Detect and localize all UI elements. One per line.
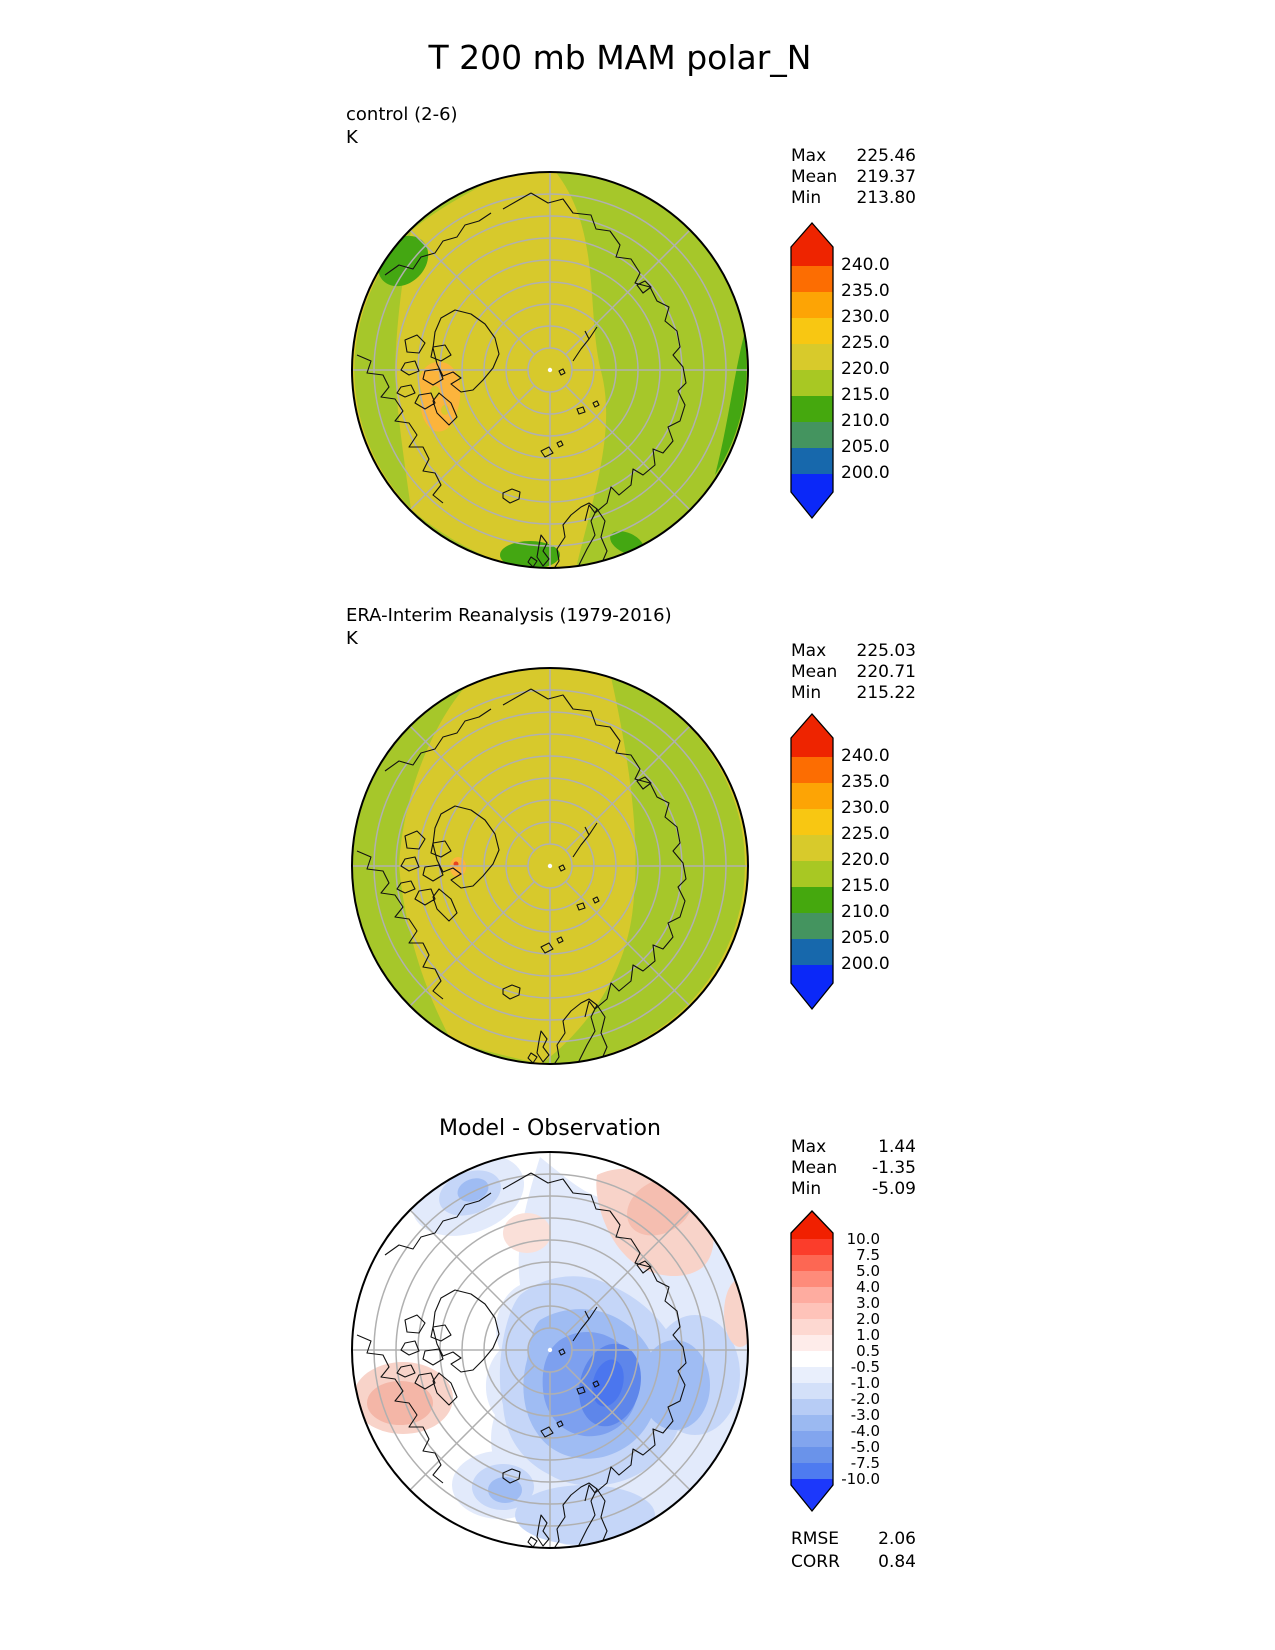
colorbar-tick: 7.5 — [856, 1246, 880, 1264]
panel-control-units: K — [346, 127, 358, 148]
stat-value: 215.22 — [856, 683, 916, 703]
stat-row-reference — [791, 641, 916, 661]
colorbar-tick: 215.0 — [841, 385, 890, 405]
colorbar-tick: 10.0 — [846, 1230, 880, 1248]
map-control — [345, 165, 755, 575]
stat-row-control — [791, 188, 916, 208]
stat-row-control — [791, 167, 916, 187]
stat-value: 1.44 — [878, 1137, 916, 1157]
stat-value: -5.09 — [872, 1179, 916, 1199]
colorbar-tick: 235.0 — [841, 772, 890, 792]
stat-value: 213.80 — [856, 188, 916, 208]
colorbar-tick: 220.0 — [841, 359, 890, 379]
colorbar-tick: 215.0 — [841, 876, 890, 896]
stat-value: 225.46 — [856, 146, 916, 166]
colorbar-tick: 230.0 — [841, 798, 890, 818]
colorbar-tick: 1.0 — [856, 1326, 880, 1344]
stat-row-difference — [791, 1137, 916, 1157]
panel-control-label: control (2-6) — [346, 104, 458, 125]
colorbar-tick: 230.0 — [841, 307, 890, 327]
colorbar-tick: -10.0 — [841, 1470, 880, 1488]
colorbar-tick: 0.5 — [856, 1342, 880, 1360]
stat-label: Mean — [791, 662, 838, 682]
panel-reference-units: K — [346, 628, 358, 649]
stat-value: 0.84 — [878, 1552, 916, 1572]
stat-label: Min — [791, 683, 822, 703]
colorbar-tick: 205.0 — [841, 928, 890, 948]
stat-value: 225.03 — [856, 641, 916, 661]
colorbar-tick: -5.0 — [850, 1438, 880, 1456]
stat-label: Max — [791, 1137, 827, 1157]
stat-label: Min — [791, 188, 822, 208]
panel-control-header — [346, 103, 458, 149]
stat-row-reference — [791, 683, 916, 703]
stat-label: RMSE — [791, 1529, 840, 1549]
stat-row-control — [791, 146, 916, 166]
score-row-rmse — [791, 1529, 916, 1549]
stat-value: 2.06 — [878, 1529, 916, 1549]
colorbar-control — [789, 221, 835, 520]
stat-label: CORR — [791, 1552, 840, 1572]
panel-difference-title: Model - Observation — [439, 1116, 661, 1141]
colorbar-tick: 5.0 — [856, 1262, 880, 1280]
stat-row-reference — [791, 662, 916, 682]
colorbar-tick: 225.0 — [841, 333, 890, 353]
colorbar-tick: 3.0 — [856, 1294, 880, 1312]
score-row-corr — [791, 1552, 916, 1572]
stat-label: Max — [791, 146, 827, 166]
stat-value: 219.37 — [856, 167, 916, 187]
stat-row-difference — [791, 1179, 916, 1199]
colorbar-tick: -3.0 — [850, 1406, 880, 1424]
colorbar-tick: 4.0 — [856, 1278, 880, 1296]
stat-label: Min — [791, 1179, 822, 1199]
colorbar-tick: 210.0 — [841, 902, 890, 922]
page-title: T 200 mb MAM polar_N — [428, 38, 812, 77]
colorbar-tick: 210.0 — [841, 411, 890, 431]
stat-label: Mean — [791, 167, 838, 187]
colorbar-tick: 225.0 — [841, 824, 890, 844]
colorbar-tick: -2.0 — [850, 1390, 880, 1408]
map-reference — [345, 661, 755, 1071]
colorbar-tick: 200.0 — [841, 463, 890, 483]
colorbar-tick: -7.5 — [850, 1454, 880, 1472]
stat-row-difference — [791, 1158, 916, 1178]
colorbar-tick: -1.0 — [850, 1374, 880, 1392]
colorbar-reference — [789, 712, 835, 1011]
colorbar-tick: 220.0 — [841, 850, 890, 870]
panel-reference-header — [346, 604, 672, 650]
colorbar-tick: 200.0 — [841, 954, 890, 974]
stat-label: Max — [791, 641, 827, 661]
stat-value: 220.71 — [856, 662, 916, 682]
colorbar-tick: -4.0 — [850, 1422, 880, 1440]
colorbar-tick: 240.0 — [841, 255, 890, 275]
panel-reference-label: ERA-Interim Reanalysis (1979-2016) — [346, 605, 672, 626]
colorbar-tick: 2.0 — [856, 1310, 880, 1328]
colorbar-tick: 235.0 — [841, 281, 890, 301]
colorbar-tick: -0.5 — [850, 1358, 880, 1376]
stat-value: -1.35 — [872, 1158, 916, 1178]
map-difference — [345, 1145, 755, 1555]
colorbar-tick: 205.0 — [841, 437, 890, 457]
stat-label: Mean — [791, 1158, 838, 1178]
colorbar-tick: 240.0 — [841, 746, 890, 766]
